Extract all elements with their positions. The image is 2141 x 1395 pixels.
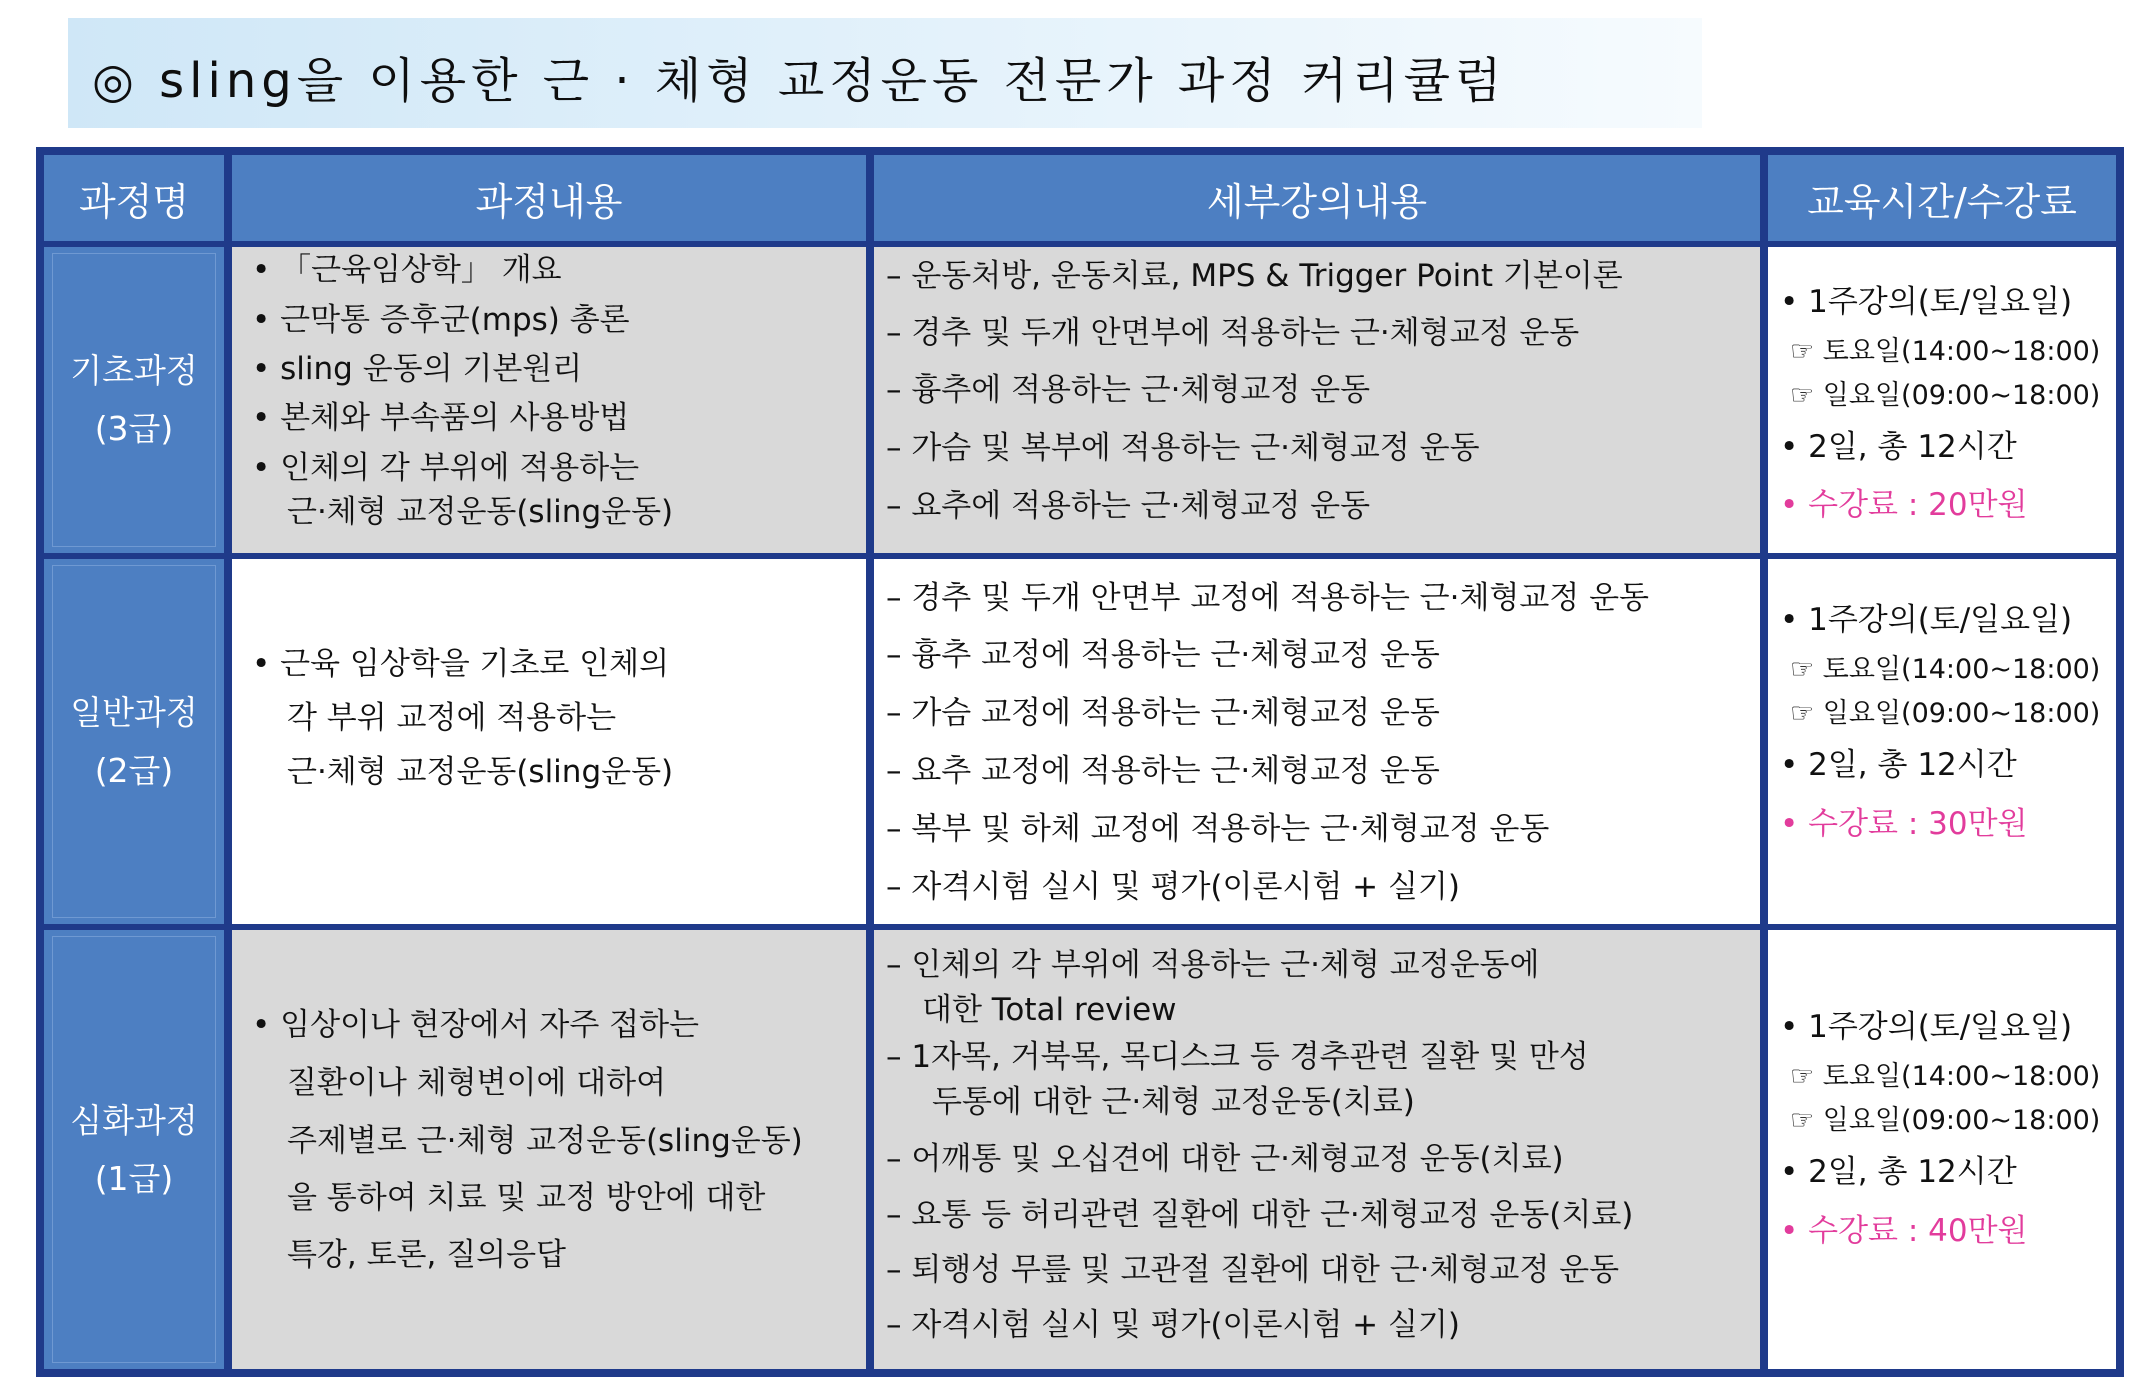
schedule-saturday: ☞ 토요일(14:00~18:00) (1790, 336, 2101, 367)
row-name-general (44, 559, 224, 924)
detail-line: – 어깨통 및 오십견에 대한 근·체형교정 운동(치료) (886, 1141, 1564, 1177)
schedule-week: • 1주강의(토/일요일) (1780, 602, 2073, 638)
lecture-details-general (874, 559, 1760, 924)
detail-line: – 요추 교정에 적용하는 근·체형교정 운동 (886, 753, 1440, 789)
detail-line: – 경추 및 두개 안면부 교정에 적용하는 근·체형교정 운동 (886, 580, 1649, 616)
lecture-details-basic (874, 247, 1760, 553)
row-name-basic (44, 247, 224, 553)
content-line: 주제별로 근·체형 교정운동(sling운동) (287, 1123, 803, 1159)
content-line: 근·체형 교정운동(sling운동) (287, 494, 674, 530)
content-line: 특강, 토론, 질의응답 (287, 1237, 566, 1273)
header-lecture-details: 세부강의내용 (874, 155, 1760, 241)
content-line: • 「근육임상학」 개요 (252, 252, 562, 288)
detail-line: – 요통 등 허리관련 질환에 대한 근·체형교정 운동(치료) (886, 1197, 1634, 1233)
content-line: 근·체형 교정운동(sling운동) (287, 754, 674, 790)
content-line: 각 부위 교정에 적용하는 (287, 700, 617, 736)
content-line: 을 통하여 치료 및 교정 방안에 대한 (287, 1180, 766, 1216)
tuition-fee: • 수강료 : 30만원 (1780, 806, 2028, 842)
content-line: 질환이나 체형변이에 대하여 (287, 1065, 667, 1101)
detail-line: – 가슴 및 복부에 적용하는 근·체형교정 운동 (886, 430, 1480, 466)
course-grade: (2급) (94, 750, 174, 790)
detail-line: – 경추 및 두개 안면부에 적용하는 근·체형교정 운동 (886, 315, 1580, 351)
detail-line: – 가슴 교정에 적용하는 근·체형교정 운동 (886, 695, 1440, 731)
schedule-fee-general (1768, 559, 2116, 924)
content-line: • 인체의 각 부위에 적용하는 (252, 450, 640, 486)
schedule-total: • 2일, 총 12시간 (1780, 429, 2017, 465)
course-grade: (1급) (94, 1158, 174, 1198)
detail-line: – 흉추 교정에 적용하는 근·체형교정 운동 (886, 637, 1440, 673)
row-name-advanced (44, 930, 224, 1369)
detail-line: – 흉추에 적용하는 근·체형교정 운동 (886, 372, 1371, 408)
detail-line: 대한 Total review (922, 992, 1177, 1028)
detail-line: – 자격시험 실시 및 평가(이론시험 + 실기) (886, 869, 1460, 905)
course-content-general (232, 559, 866, 924)
schedule-saturday: ☞ 토요일(14:00~18:00) (1790, 654, 2101, 685)
detail-line: – 복부 및 하체 교정에 적용하는 근·체형교정 운동 (886, 811, 1550, 847)
detail-line: 두통에 대한 근·체형 교정운동(치료) (932, 1084, 1415, 1120)
header-course-content: 과정내용 (232, 155, 866, 241)
content-line: • 임상이나 현장에서 자주 접하는 (252, 1007, 699, 1043)
course-content-basic (232, 247, 866, 553)
course-name: 심화과정 (70, 1100, 198, 1140)
content-line: • 본체와 부속품의 사용방법 (252, 400, 630, 436)
header-schedule-fee: 교육시간/수강료 (1768, 155, 2116, 241)
title-bar (68, 18, 1702, 128)
schedule-fee-advanced (1768, 930, 2116, 1369)
detail-line: – 운동처방, 운동치료, MPS & Trigger Point 기본이론 (886, 258, 1623, 294)
schedule-sunday: ☞ 일요일(09:00~18:00) (1790, 380, 2101, 411)
schedule-sunday: ☞ 일요일(09:00~18:00) (1790, 698, 2101, 729)
tuition-fee: • 수강료 : 40만원 (1780, 1213, 2028, 1249)
content-line: • sling 운동의 기본원리 (252, 351, 583, 387)
schedule-week: • 1주강의(토/일요일) (1780, 284, 2073, 320)
schedule-week: • 1주강의(토/일요일) (1780, 1009, 2073, 1045)
schedule-sunday: ☞ 일요일(09:00~18:00) (1790, 1105, 2101, 1136)
schedule-saturday: ☞ 토요일(14:00~18:00) (1790, 1061, 2101, 1092)
detail-line: – 인체의 각 부위에 적용하는 근·체형 교정운동에 (886, 947, 1540, 983)
schedule-fee-basic (1768, 247, 2116, 553)
lecture-details-advanced (874, 930, 1760, 1369)
course-name: 기초과정 (70, 351, 198, 390)
course-grade: (3급) (94, 409, 174, 448)
schedule-total: • 2일, 총 12시간 (1780, 1154, 2017, 1190)
header-course-name: 과정명 (44, 155, 224, 241)
content-line: • 근육 임상학을 기초로 인체의 (252, 646, 670, 682)
schedule-total: • 2일, 총 12시간 (1780, 747, 2017, 783)
content-line: • 근막통 증후군(mps) 총론 (252, 302, 630, 338)
detail-line: – 자격시험 실시 및 평가(이론시험 + 실기) (886, 1307, 1460, 1343)
tuition-fee: • 수강료 : 20만원 (1780, 487, 2028, 523)
detail-line: – 요추에 적용하는 근·체형교정 운동 (886, 488, 1371, 524)
detail-line: – 1자목, 거북목, 목디스크 등 경추관련 질환 및 만성 (886, 1039, 1589, 1075)
detail-line: – 퇴행성 무릎 및 고관절 질환에 대한 근·체형교정 운동 (886, 1252, 1620, 1288)
course-content-advanced (232, 930, 866, 1369)
curriculum-table (36, 147, 2124, 1377)
page-title: ◎ sling을 이용한 근 · 체형 교정운동 전문가 과정 커리큘럼 (92, 53, 1507, 109)
course-name: 일반과정 (70, 692, 198, 732)
